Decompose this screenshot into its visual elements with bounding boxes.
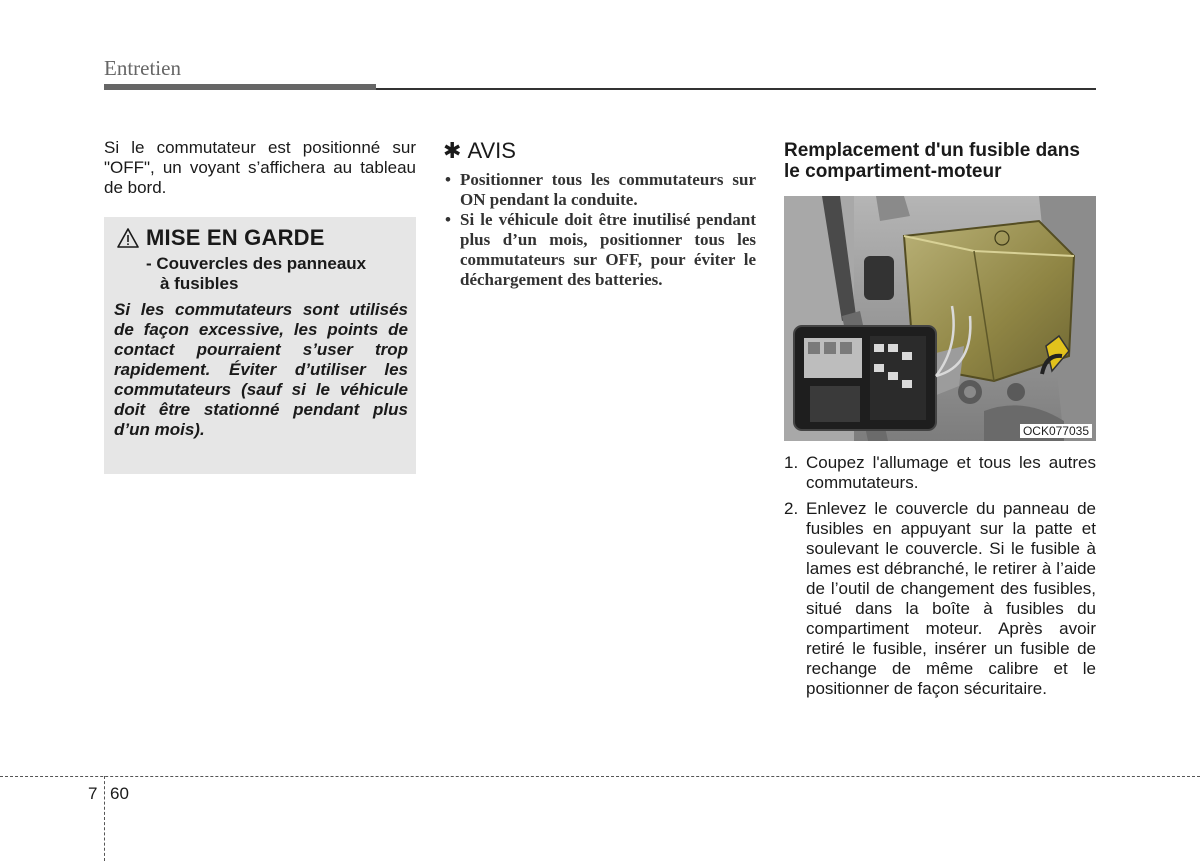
warning-subtitle-line2: à fusibles (160, 274, 239, 293)
steps-list (784, 453, 1096, 705)
step-text: Coupez l'allumage et tous les autres commutateurs. (806, 453, 1096, 492)
page-header-title: Entretien (104, 56, 181, 80)
avis-item: • Positionner tous les commutateurs sur ON pendant la conduite. (443, 170, 756, 210)
engine-compartment-illustration (784, 196, 1096, 441)
header-rule-thick (104, 84, 376, 90)
warning-header (114, 225, 408, 251)
warning-triangle-icon (116, 227, 140, 249)
step-number: 2. (784, 499, 799, 518)
engine-fuse-box-figure (784, 196, 1096, 441)
step-text: Enlevez le couvercle du panneau de fusibles en appuyant sur la patte et soulevant le couvercle. Si le fusible à lames est débranché, le retirer à l’aide de l’outil de changement des fusibles, situé dans la boîte à fusibles du compartiment moteur. Après avoir retiré le fusible, insérer un fusible de rechange de même calibre et le positionner de façon sécuritaire. (806, 499, 1096, 698)
figure-code: OCK077035 (1020, 424, 1092, 438)
chapter-number: 7 (88, 784, 98, 803)
step-number: 1. (784, 453, 799, 472)
avis-title: AVIS (467, 138, 516, 163)
warning-subtitle-line1: - Couvercles des panneaux (146, 254, 367, 273)
footer-rule (0, 776, 1200, 777)
intro-paragraph: Si le commutateur est positionné sur "OFF", un voyant s’affichera au tableau de bord. (104, 138, 416, 197)
avis-header (443, 138, 756, 164)
section-title: Remplacement d'un fusible dans le compartiment-moteur (784, 140, 1080, 182)
warning-box (104, 217, 416, 474)
star-icon: ✱ (443, 138, 462, 163)
left-column (104, 138, 416, 198)
page-number: 60 (110, 784, 129, 803)
footer-vertical-rule (104, 776, 105, 861)
header-rule-thin (376, 88, 1096, 90)
right-column (784, 140, 1096, 182)
middle-column (443, 138, 756, 290)
step-item (784, 453, 1096, 493)
warning-title: MISE EN GARDE (146, 225, 325, 250)
avis-item: • Si le véhicule doit être inutilisé pendant plus d’un mois, positionner tous les commutateurs sur OFF, pour éviter le déchargement des batteries. (443, 210, 756, 290)
warning-subtitle (146, 254, 408, 294)
warning-text: Si les commutateurs sont utilisés de façon excessive, les points de contact pourraient s’user trop rapidement. Éviter d’utiliser les commutateurs (sauf si le véhicule doit être stationné pendant plus d’un mois). (114, 300, 408, 439)
step-item (784, 499, 1096, 699)
avis-list (443, 170, 756, 290)
